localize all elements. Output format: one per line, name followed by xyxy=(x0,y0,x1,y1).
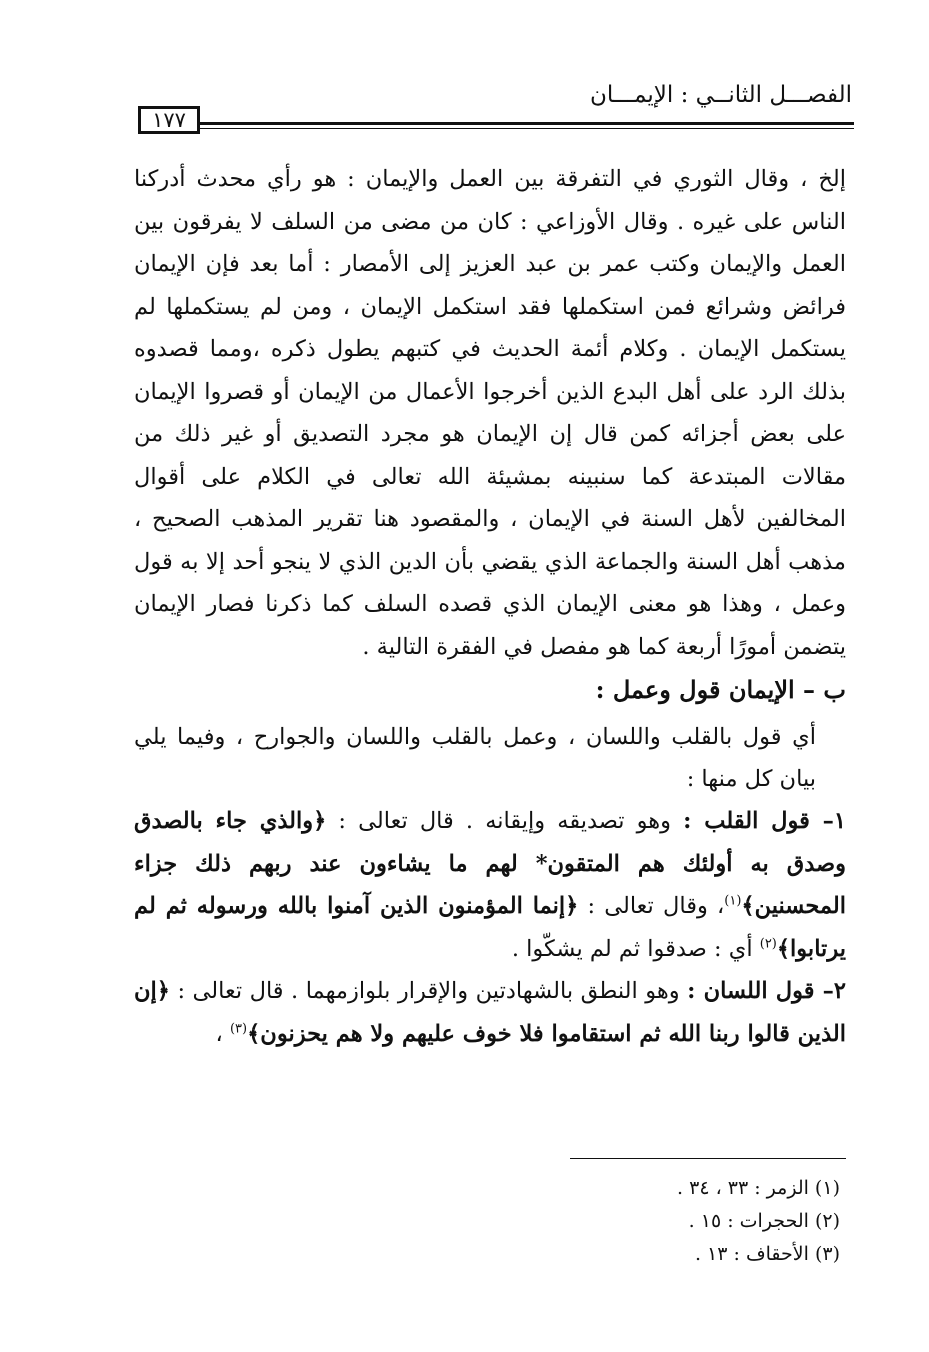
footnote-divider xyxy=(570,1158,846,1159)
item-1-text-a: وهو تصديقه وإيقانه . قال تعالى : xyxy=(326,808,684,834)
chapter-title: الفصـــل الثانــي : الإيمـــان xyxy=(589,82,852,108)
footnote-ref-3: (٣) xyxy=(229,1021,248,1036)
item-2-label: ٢– قول اللسان : xyxy=(687,978,846,1004)
header-rule-thin xyxy=(200,128,854,129)
header-rule-thick xyxy=(200,122,854,125)
item-1-text-b: ، وقال تعالى : xyxy=(578,893,725,919)
item-1-text-c: أي : صدقوا ثم لم يشكّوا . xyxy=(511,935,760,962)
paragraph-1: إلخ ، وقال الثوري في التفرقة بين العمل والإيمان : هو رأي محدث أدركنا الناس على غيره . وقال الأوزاعي : كان من مضى من السلف لا يفرقون بين العمل والإيمان وكتب عمر بن عبد العزيز إلى الأمصار : أما بعد فإن الإيمان فرائض وشرائع فمن استكملها فقد استكمل الإيمان ، ومن لم يستكملها لم يستكمل الإيمان . وكلام أئمة الحديث في كتبهم يطول ذكره ،ومما قصدوه بذلك الرد على أهل البدع الذين أخرجوا الأعمال من الإيمان أو قصروا الإيمان على بعض أجزائه كمن قال إن الإيمان هو مجرد التصديق أو غير ذلك من مقالات المبتدعة كما سنبينه بمشيئة الله تعالى في الكلام على أقوال المخالفين لأهل السنة في الإيمان ، والمقصود هنا تقرير المذهب الصحيح ، مذهب أهل السنة والجماعة الذي يقضي بأن الدين الذي لا ينجو أحد إلا به قول وعمل ، وهذا هو معنى الإيمان الذي قصده السلف كما ذكرنا فصار الإيمان يتضمن أمورًا أربعة كما هو مفصل في الفقرة التالية . xyxy=(134,166,846,660)
intro-paragraph: أي قول بالقلب واللسان ، وعمل بالقلب واللسان والجوارح ، وفيما يلي بيان كل منها : xyxy=(134,724,816,792)
item-1-label: ١– قول القلب : xyxy=(683,808,846,834)
page-header xyxy=(138,82,854,138)
footnote-ref-2: (٢) xyxy=(759,936,777,951)
footnote-3: (٣) الأحقاف : ١٣ . xyxy=(694,1243,840,1265)
item-heart-saying xyxy=(134,800,846,970)
footnote-1: (١) الزمر : ٣٣ ، ٣٤ . xyxy=(677,1177,840,1199)
item-1-quote-b: ﴿إنما المؤمنون الذين آمنوا بالله ورسوله ثم لم يرتابوا﴾ xyxy=(134,893,846,962)
section-heading: ب – الإيمان قول وعمل : xyxy=(595,675,846,704)
body-text xyxy=(134,158,846,1055)
item-2-quote-a: ﴿إن الذين قالوا ربنا الله ثم استقاموا فلا خوف عليهم ولا هم يحزنون﴾ xyxy=(134,978,846,1047)
item-1-quote-a: ﴿والذي جاء بالصدق وصدق به أولئك هم المتقون* لهم ما يشاءون عند ربهم ذلك جزاء المحسنين﴾ xyxy=(134,808,847,919)
item-2-text-a: وهو النطق بالشهادتين والإقرار بلوازمهما . قال تعالى : xyxy=(169,978,688,1004)
item-tongue-saying xyxy=(134,970,846,1055)
footnote-ref-1: (١) xyxy=(724,893,742,909)
footnote-2: (٢) الحجرات : ١٥ . xyxy=(688,1210,840,1232)
item-2-text-b: ، xyxy=(215,1020,230,1047)
footnotes xyxy=(500,1172,840,1271)
page-number: ١٧٧ xyxy=(138,106,200,134)
